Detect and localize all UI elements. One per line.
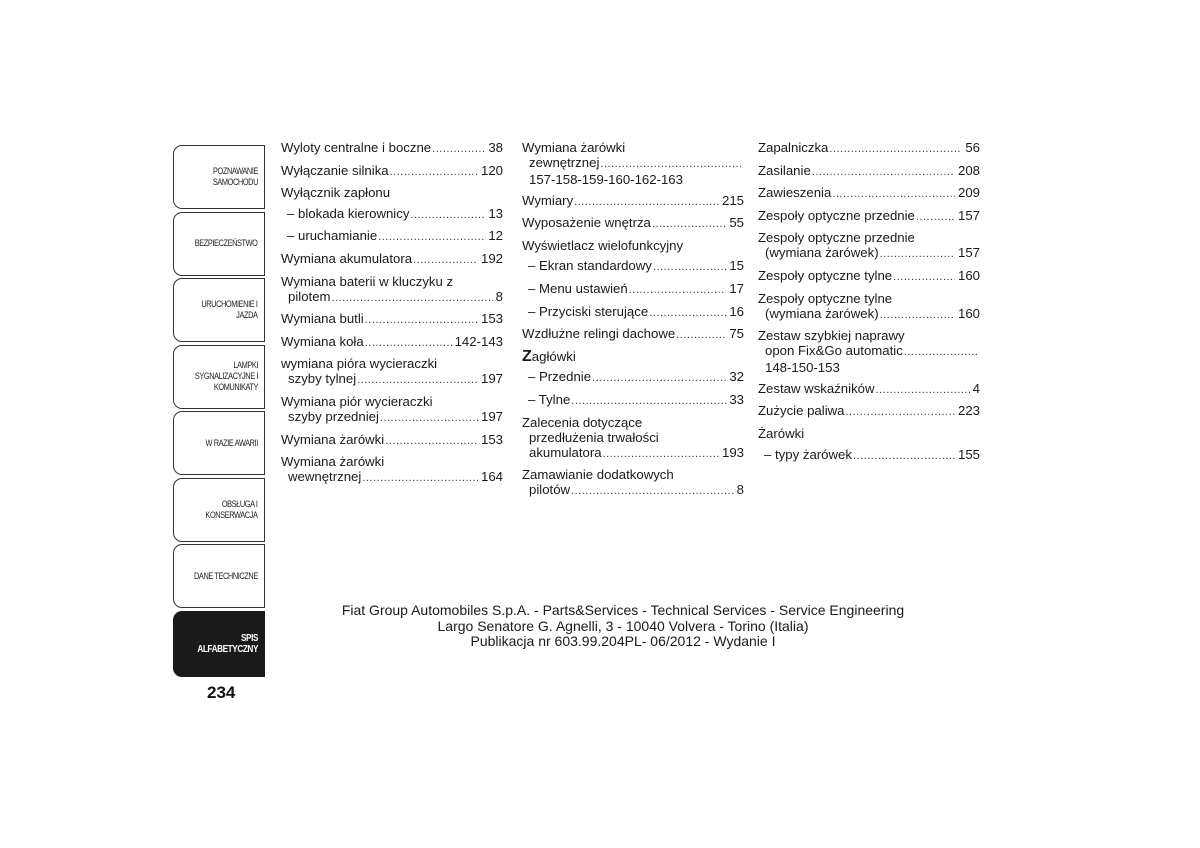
index-entry	[281, 251, 503, 268]
index-entry-text: wymiana pióra wycieraczki	[281, 356, 438, 372]
dot-leader	[410, 208, 485, 223]
page-reference: 142-143	[454, 333, 503, 349]
index-entry	[522, 467, 744, 499]
index-entry-text: Wyświetlacz wielofunkcyjny	[522, 237, 684, 253]
dot-leader	[385, 434, 478, 449]
page-number: 234	[207, 683, 236, 702]
index-entry-text: – Przednie	[528, 369, 592, 385]
dot-leader	[365, 336, 452, 351]
index-entry-text: Zalecenia dotyczące	[522, 414, 643, 430]
index-entry-text: Wymiana piór wycieraczki	[281, 393, 433, 409]
page-reference: 8	[736, 482, 744, 498]
index-entry-text: szyby tylnej	[288, 371, 357, 387]
index-column-2	[522, 140, 744, 505]
index-entry-text: Zestaw wskaźników	[758, 380, 875, 396]
index-entry	[522, 304, 744, 321]
section-tab[interactable]	[173, 278, 265, 342]
page-reference: 4	[972, 380, 980, 396]
index-entry-text	[522, 349, 576, 364]
index-entry-text: Wymiana baterii w kluczyku z	[281, 273, 454, 289]
section-tab-label: BEZPIECZEŃSTWO	[195, 238, 258, 248]
index-entry-text: szyby przedniej	[288, 408, 379, 424]
index-entry	[758, 328, 980, 375]
dot-leader	[592, 371, 726, 386]
index-entry	[281, 454, 503, 486]
index-entry-text: Zespoły optyczne tylne	[758, 267, 893, 283]
dot-leader	[332, 291, 493, 306]
index-entry-text: Wyloty centralne i boczne	[281, 140, 432, 155]
dot-leader	[829, 142, 962, 157]
index-entry-text: Wymiary	[522, 192, 574, 208]
footer-line-2: Largo Senatore G. Agnelli, 3 - 10040 Volvera - Torino (Italia)	[437, 617, 809, 634]
page-reference: 164	[480, 469, 503, 485]
index-entry	[522, 238, 744, 253]
index-entry-text: Zespoły optyczne tylne	[758, 290, 893, 306]
section-tab[interactable]	[173, 544, 265, 608]
page-reference: 13	[488, 205, 503, 221]
page-reference: 38	[488, 140, 503, 155]
dot-leader	[652, 217, 726, 232]
index-entry	[281, 274, 503, 306]
index-entry-text: Zamawianie dodatkowych	[522, 467, 674, 483]
index-entry	[522, 258, 744, 275]
page-reference: 33	[729, 391, 744, 407]
index-column-3	[758, 140, 980, 469]
dot-leader	[629, 283, 727, 298]
index-entry	[758, 230, 980, 262]
page-reference: 197	[480, 408, 503, 424]
page-reference: 153	[480, 431, 503, 447]
dot-leader	[812, 165, 955, 180]
index-entry	[281, 394, 503, 426]
dot-leader	[362, 471, 478, 486]
dot-leader	[432, 142, 485, 157]
page-reference: 56	[965, 140, 980, 155]
footer-line-3: Publikacja nr 603.99.204PL- 06/2012 - Wydanie I	[470, 633, 776, 649]
dot-leader	[390, 165, 478, 180]
dot-leader	[853, 449, 955, 464]
section-tab[interactable]	[173, 478, 265, 542]
dot-leader	[571, 484, 734, 499]
dot-leader	[880, 247, 955, 262]
dot-leader	[916, 210, 955, 225]
index-entry-text: – Menu ustawień	[528, 280, 628, 296]
page-reference: 17	[729, 280, 744, 296]
index-entry-text: Wymiana butli	[281, 311, 364, 327]
index-entry	[281, 432, 503, 449]
dot-leader	[846, 405, 955, 420]
index-entry	[758, 403, 980, 420]
index-entry-text: Wymiana żarówki	[281, 431, 385, 447]
page-reference: 157	[957, 207, 980, 223]
index-entry	[522, 369, 744, 386]
index-entry	[522, 215, 744, 232]
index-entry-text: – Tylne	[528, 391, 571, 407]
dot-leader	[365, 313, 478, 328]
page-reference: 209	[957, 185, 980, 201]
section-tab[interactable]	[173, 611, 265, 677]
section-tab-label: URUCHOMIENIE I JAZDA	[201, 299, 258, 320]
dot-leader	[571, 394, 726, 409]
index-entry-text: Wymiana koła	[281, 333, 364, 349]
dot-leader	[380, 411, 478, 426]
page-reference: 8	[495, 288, 503, 304]
dot-leader	[603, 447, 719, 462]
section-tab[interactable]	[173, 345, 265, 409]
index-entry-text: Zespoły optyczne przednie	[758, 207, 915, 223]
index-entry	[281, 163, 503, 180]
index-entry	[281, 334, 503, 351]
letter-initial-rest: agłówki	[531, 348, 576, 364]
page-reference: 223	[957, 403, 980, 419]
page-reference: 120	[480, 162, 503, 178]
index-entry-text: akumulatora	[529, 444, 602, 460]
page-reference: 153	[480, 311, 503, 327]
index-entry-text: opon Fix&Go automatic	[765, 343, 903, 359]
index-entry-text: Wzdłużne relingi dachowe	[522, 326, 676, 342]
index-column-1	[281, 140, 503, 492]
index-entry	[522, 326, 744, 343]
index-entry	[758, 208, 980, 225]
index-entry	[758, 381, 980, 398]
section-tab[interactable]	[173, 212, 265, 276]
dot-leader	[649, 306, 726, 321]
page-reference: 16	[729, 303, 744, 319]
page-reference: 215	[721, 192, 744, 208]
index-entry-text: Zużycie paliwa	[758, 403, 845, 419]
index-entry-text: – typy żarówek	[764, 446, 852, 462]
index-entry-text: Wymiana żarówki	[522, 140, 626, 155]
index-entry	[758, 163, 980, 180]
index-entry-text: Wymiana żarówki	[281, 454, 385, 470]
index-entry	[758, 268, 980, 285]
section-tab-label: SPIS ALFABETYCZNY	[197, 632, 258, 655]
index-entry-text: Zespoły optyczne przednie	[758, 230, 915, 246]
page-reference: 197	[480, 371, 503, 387]
page-reference: 148-150-153	[765, 360, 840, 376]
index-entry	[758, 185, 980, 202]
index-entry-text: Zapalniczka	[758, 140, 829, 155]
page-reference: 160	[957, 305, 980, 321]
dot-leader	[574, 195, 719, 210]
index-entry-text: Wyłączanie silnika	[281, 162, 389, 178]
index-entry-text: – uruchamianie	[287, 228, 378, 244]
dot-leader	[893, 270, 955, 285]
section-tabs	[173, 145, 265, 679]
index-entry-text: (wymiana żarówek)	[765, 305, 879, 321]
dot-leader	[653, 260, 726, 275]
index-entry-text: Zasilanie	[758, 162, 811, 178]
page-reference: 157	[957, 245, 980, 261]
index-entry-text: – Ekran standardowy	[528, 258, 652, 274]
page-reference: 12	[488, 228, 503, 244]
index-entry	[758, 426, 980, 441]
index-entry	[281, 228, 503, 245]
index-entry	[281, 140, 503, 157]
section-tab-label: POZNAWANIE SAMOCHODU	[212, 166, 258, 187]
index-entry	[522, 193, 744, 210]
dot-leader	[880, 308, 955, 323]
section-tab-label: W RAZIE AWARII	[205, 437, 258, 448]
index-entry	[281, 206, 503, 223]
index-entry-text: Wymiana akumulatora	[281, 250, 413, 266]
index-entry	[758, 291, 980, 323]
index-entry	[522, 140, 744, 187]
index-entry-text: Zawieszenia	[758, 185, 832, 201]
index-entry-text: Wyłącznik zapłonu	[281, 185, 391, 201]
dot-leader	[357, 373, 478, 388]
index-entry-text: – blokada kierownicy	[287, 205, 410, 221]
index-entry	[522, 349, 744, 364]
letter-initial: Z	[522, 347, 532, 365]
index-entry-text: Żarówki	[758, 425, 805, 441]
page-reference: 75	[729, 326, 744, 342]
section-tab-label: OBSŁUGA I KONSERWACJA	[205, 498, 258, 520]
index-entry	[522, 415, 744, 462]
index-entry	[281, 185, 503, 200]
dot-leader	[378, 230, 485, 245]
footer-line-1: Fiat Group Automobiles S.p.A. - Parts&Services - Technical Services - Service Engineering	[341, 602, 905, 618]
index-entry	[758, 140, 980, 157]
section-tab-label: LAMPKI SYGNALIZACYJNE I KOMUNIKATY	[194, 360, 258, 392]
page-reference: 15	[729, 258, 744, 274]
dot-leader	[413, 253, 478, 268]
index-entry	[281, 356, 503, 388]
index-entry-text: wewnętrznej	[288, 469, 362, 485]
section-tab-label: DANE TECHNICZNE	[194, 570, 258, 581]
dot-leader	[876, 383, 970, 398]
page-reference: 160	[957, 267, 980, 283]
page-reference: 193	[721, 444, 744, 460]
index-entry-text: zewnętrznej	[529, 155, 600, 170]
page-reference: 55	[729, 215, 744, 231]
dot-leader	[904, 345, 977, 360]
dot-leader	[676, 328, 726, 343]
section-tab[interactable]	[173, 145, 265, 209]
page-reference: 208	[957, 162, 980, 178]
section-tab[interactable]	[173, 411, 265, 475]
index-entry	[522, 392, 744, 409]
publisher-footer	[300, 603, 946, 650]
index-entry-text: Zestaw szybkiej naprawy	[758, 328, 905, 344]
index-entry-text: (wymiana żarówek)	[765, 245, 879, 261]
index-entry	[522, 281, 744, 298]
index-entry	[758, 447, 980, 464]
index-entry-text: – Przyciski sterujące	[528, 303, 649, 319]
dot-leader	[600, 157, 741, 172]
page-reference: 32	[729, 369, 744, 385]
page-reference: 157-158-159-160-162-163	[529, 172, 683, 187]
index-entry-text: pilotem	[288, 288, 331, 304]
index-entry	[281, 311, 503, 328]
dot-leader	[832, 187, 955, 202]
index-entry-text: przedłużenia trwałości	[529, 429, 659, 445]
index-entry-text: pilotów	[529, 482, 571, 498]
index-entry-text: Wyposażenie wnętrza	[522, 215, 651, 231]
page-reference: 192	[480, 250, 503, 266]
page-reference: 155	[957, 446, 980, 462]
